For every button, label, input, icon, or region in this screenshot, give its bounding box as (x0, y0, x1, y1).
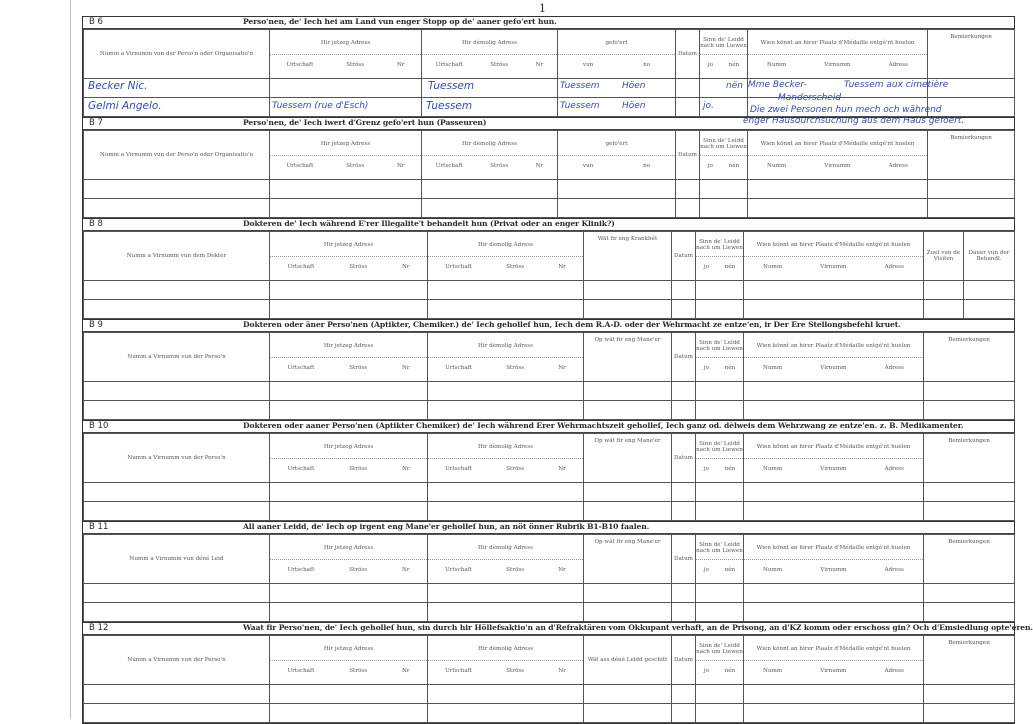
section-header (83, 522, 1014, 534)
section-header (83, 17, 1014, 29)
table-row (84, 603, 1015, 622)
section-grid: Numm a Virnumm vun der Perso'n oder Organisatio'n Hir jetzeg Adress Urtschaft Ströss Nr Hir dèmolig Adress Urtschaft Ströss Nr gefo'ert vun no Datum Sinn de' Leidd nach um Liewen jo nén Wien könnt an hirer Plaatz d'Médaille entgé'nt huelen Numm Virnumm Adress Bemierkungen (83, 130, 1015, 218)
table-row: Becker Nic. Tuessem Tuessem Höen nën Mme Becker- Tuessem aux cimetière (84, 79, 1015, 98)
col-current-address: Hir jetzeg Adress (270, 32, 421, 55)
col-date: Datum (676, 30, 700, 79)
table-row (84, 401, 1015, 420)
col-name-person: Numm a Virnumm vun der Perso'n (84, 333, 270, 382)
section-title: All aaner Leidd, de' Iech op irgent eng Mane'er geholleſ hun, an nöt önner Rubrik B1-B10 faalen. (243, 522, 650, 531)
col-former-address: Hir dèmolig Adress (422, 32, 557, 55)
handwritten-name: Becker Nic. (88, 80, 148, 92)
section-title: Dokteren oder äner Perso'nen (Aptikter, Chemiker.) de' Iech geholleſ hun, Iech dem R.A-D. oder der Wehrmacht ze entze'en, ir Der Ere Stellongsbefehl kruet. (243, 320, 901, 329)
page-edge-line (70, 0, 71, 719)
section-code: B 6 (89, 17, 103, 27)
table-row (84, 584, 1015, 603)
col-medal: Wien könnt an hirer Plaatz d'Médaille entgé'nt huelen (748, 32, 927, 55)
handwritten-name: Gelmi Angelo. (88, 100, 162, 112)
section-grid: Numm a Virnumm vun der Perso'n oder Organisatio'n Hir jetzeg Adress Urtschaft Ströss Nr Hir dèmolig Adress Urtschaft Ströss Nr gefo'ert vun no Datum Sinn de' Leidd nach um Liewen jo nén Wien könnt an hirer Plaatz d'Médaille entgé'nt huelen Numm Virnumm Adress Bemierkungen Becker Nic. Tuessem Tuessem Höen nën Mme Becker- Tuessem aux cimetière Gelmi Angelo. Tuessem (rue d'Esch) Tuessem Tuessem Höen jo. Manderscheid Die zwei Personen hun mech och während (83, 29, 1015, 117)
section-header (83, 219, 1014, 231)
section-grid: Numm a Virnumm vun der Perso'n Hir jetzeg Adress Urtschaft Ströss Nr Hir dèmolig Adress Urtschaft Ströss Nr Op wät fir eng Mane'er Datum Sinn de' Leidd nach um Liewen jo nén Wien könnt an hirer Plaatz d'Médaille entgé'nt huelen Numm Virnumm Adress Bemierkungen (83, 433, 1015, 521)
section-header (83, 623, 1033, 635)
table-row (84, 685, 1015, 704)
col-suffering: Wät ass déné Leidd geschitt (584, 636, 672, 685)
table-row (84, 199, 1015, 218)
table-row (84, 281, 1015, 300)
section-title: Dokteren de' Iech während E'rer Illegalite't behandelt hun (Privat oder an enger Klinik?) (243, 219, 615, 228)
col-name-doctor: Numm a Virnumm vun dem Dokter (84, 232, 270, 281)
table-row (84, 704, 1015, 723)
section-b12 (83, 623, 1033, 723)
section-b9 (83, 320, 1014, 421)
section-grid: Numm a Virnumm vun der Perso'n Hir jetzeg Adress Urtschaft Ströss Nr Hir dèmolig Adress Urtschaft Ströss Nr Wät ass déné Leidd geschitt Datum Sinn de' Leidd nach um Liewen jo nén Wien könnt an hirer Plaatz d'Médaille entgé'nt huelen Numm Virnumm Adress Bemierkungen (83, 635, 1015, 723)
table-row (84, 483, 1015, 502)
col-leading: gefo'ert (558, 32, 675, 55)
table-row (84, 300, 1015, 319)
section-header (83, 118, 1014, 130)
page-mark: 1 (539, 2, 546, 15)
section-grid: Numm a Virnumm vun der Perso'n Hir jetzeg Adress Urtschaft Ströss Nr Hir dèmolig Adress Urtschaft Ströss Nr Op wät fir eng Mane'er Datum Sinn de' Leidd nach um Liewen jo nén Wien könnt an hirer Plaatz d'Médaille entgé'nt huelen Numm Virnumm Adress Bemierkungen (83, 332, 1015, 420)
section-title: Perso'nen, de' Iech hei am Land vun enger Stopp op de' aaner gefo'ert hun. (243, 17, 557, 26)
section-code: B 10 (89, 421, 109, 431)
col-remarks: Bemierkungen (928, 30, 1015, 79)
section-b8 (83, 219, 1014, 320)
col-name-suffered: Numm a Virnumm vun déné Leid (84, 535, 270, 584)
form-table (82, 16, 1033, 724)
section-header (83, 320, 1014, 332)
section-header (83, 421, 1014, 433)
section-title: Waat fir Perso'nen, de' Iech geholleſ hun, sin durch hir Höllefsaktio'n an d'Refraktären vom Okkupant verhaft, an de Prisong, an d'KZ komm oder erschoss gin? Och d'Emsiedlung opte'eren. (243, 623, 1033, 632)
section-title: Dokteren oder aaner Perso'nen (Aptikter Chemiker) de' Iech während Erer Wehrmachtszeit geholleſ, Iech ganz od. dèlweis dem Wehrzwang ze entze'en. z. B. Medikamenter. (243, 421, 964, 430)
section-title: Perso'nen, de' Iech iwert d'Grenz gefo'ert hun (Passeuren) (243, 118, 487, 127)
table-row (84, 502, 1015, 521)
section-b10 (83, 421, 1014, 522)
section-code: B 7 (89, 118, 103, 128)
col-lives: Sinn de' Leidd nach um Liewen (700, 32, 747, 55)
table-row (84, 382, 1015, 401)
col-name: Numm a Virnumm vun der Perso'n oder Organisatio'n (84, 30, 270, 79)
col-manner: Op wät fir eng Mane'er (584, 333, 672, 382)
section-b7 (83, 118, 1014, 219)
section-grid: Numm a Virnumm vun déné Leid Hir jetzeg Adress Urtschaft Ströss Nr Hir dèmolig Adress Urtschaft Ströss Nr Op wät fir eng Mane'er Datum Sinn de' Leidd nach um Liewen jo nén Wien könnt an hirer Plaatz d'Médaille entgé'nt huelen Numm Virnumm Adress Bemierkungen (83, 534, 1015, 622)
section-code: B 9 (89, 320, 103, 330)
col-illness: Wät fir eng Krankhét (584, 232, 672, 281)
section-grid: Numm a Virnumm vun dem Dokter Hir jetzeg Adress Urtschaft Ströss Nr Hir dèmolig Adress Urtschaft Ströss Nr Wät fir eng Krankhét Datum Sinn de' Leidd nach um Liewen jo nén Wien könnt an hirer Plaatz d'Médaille entgé'nt huelen Numm Virnumm Adress Zuel vun de Visiten Dauer vun der Behandl. (83, 231, 1015, 319)
col-duration: Dauer vun der Behandl. (964, 232, 1015, 281)
section-b6 (83, 17, 1014, 118)
section-b11 (83, 522, 1014, 623)
section-code: B 12 (89, 623, 109, 633)
section-code: B 11 (89, 522, 109, 532)
table-row: Gelmi Angelo. Tuessem (rue d'Esch) Tuessem Tuessem Höen jo. Manderscheid Die zwei Personen hun mech och während (84, 98, 1015, 117)
col-name: Numm a Virnumm vun der Perso'n oder Organisatio'n (84, 131, 270, 180)
section-code: B 8 (89, 219, 103, 229)
handwritten-remark: enger Hausdurchsuchung aus dem Haus geföert. (743, 116, 965, 126)
table-row (84, 180, 1015, 199)
col-visits: Zuel vun de Visiten (924, 232, 964, 281)
